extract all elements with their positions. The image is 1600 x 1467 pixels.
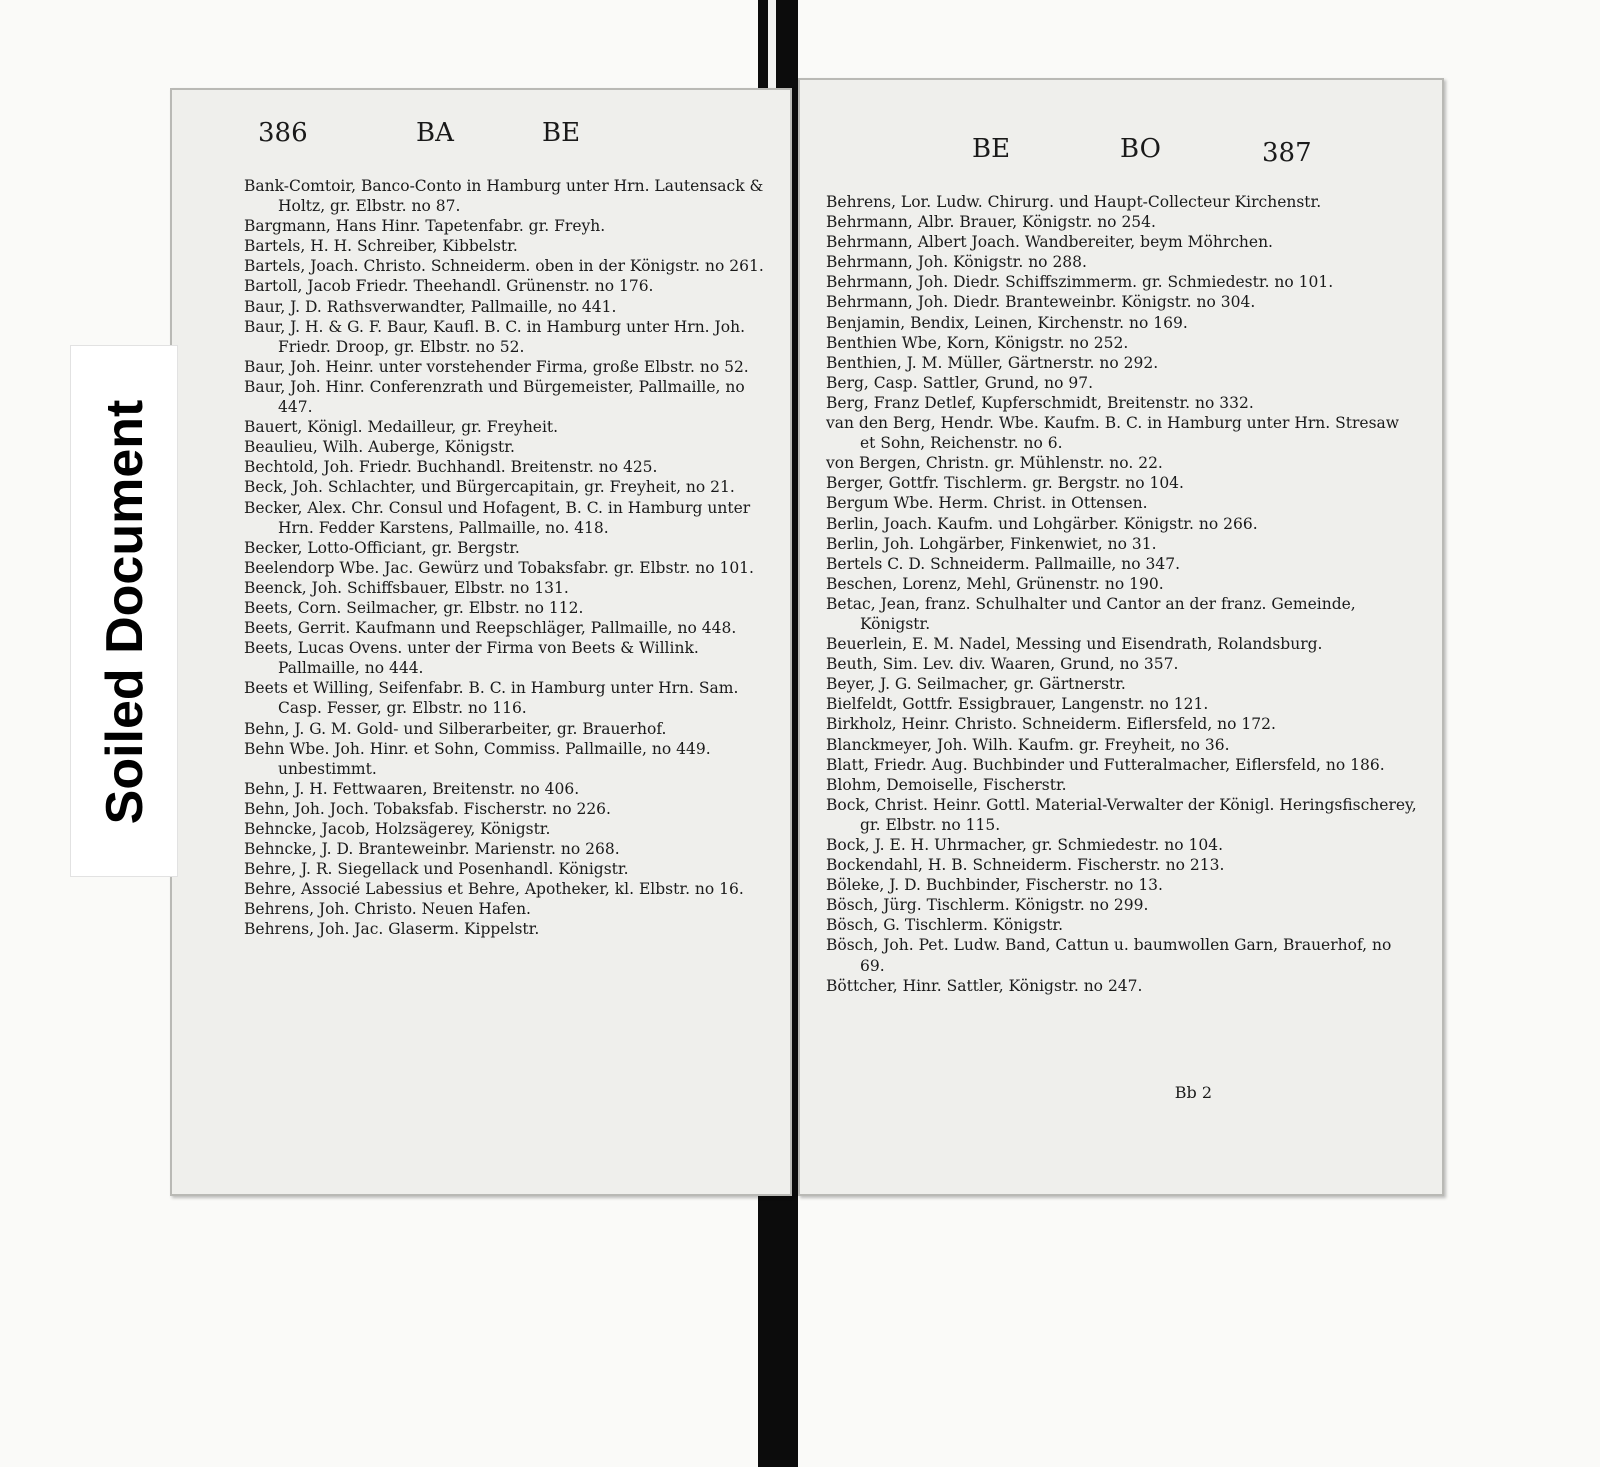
directory-entry: Behre, Associé Labessius et Behre, Apotheker, kl. Elbstr. no 16. (244, 880, 744, 899)
directory-entry: Baur, J. D. Rathsverwandter, Pallmaille, no 441. (244, 297, 617, 316)
directory-entry: Behrmann, Joh. Königstr. no 288. (826, 253, 1087, 272)
right-page-header (800, 108, 1442, 168)
directory-entry: Bank-Comtoir, Banco-Conto in Hamburg unter Hrn. Lautensack & Holtz, gr. Elbstr. no 87. (244, 177, 764, 216)
directory-entry: Bösch, G. Tischlerm. Königstr. (826, 916, 1064, 935)
directory-entry: Behrmann, Albert Joach. Wandbereiter, beym Möhrchen. (826, 233, 1273, 252)
directory-entry: Behrens, Joh. Jac. Glaserm. Kippelstr. (244, 920, 540, 939)
directory-entry: Behrens, Joh. Christo. Neuen Hafen. (244, 900, 531, 919)
left-entry-list (244, 176, 764, 940)
header-left: BA (416, 118, 454, 148)
directory-entry: Becker, Lotto-Officiant, gr. Bergstr. (244, 538, 520, 557)
page-number: 386 (258, 118, 308, 148)
directory-entry: Berger, Gottfr. Tischlerm. gr. Bergstr. no 104. (826, 474, 1184, 493)
directory-entry: Behrens, Lor. Ludw. Chirurg. und Haupt-Collecteur Kirchenstr. (826, 193, 1322, 211)
directory-entry: Beets, Lucas Ovens. unter der Firma von Beets & Willink. Pallmaille, no 444. (244, 639, 699, 678)
left-page (170, 88, 792, 1196)
directory-entry: Benjamin, Bendix, Leinen, Kirchenstr. no 169. (826, 313, 1188, 332)
directory-entry: Beets, Gerrit. Kaufmann und Reepschläger, Pallmaille, no 448. (244, 619, 737, 638)
soiled-document-stamp (70, 345, 178, 877)
directory-entry: Bock, Christ. Heinr. Gottl. Material-Verwalter der Königl. Heringsfischerey, gr. Elbstr. no 115. (826, 795, 1417, 834)
directory-entry: Bergum Wbe. Herm. Christ. in Ottensen. (826, 494, 1148, 513)
right-entry-list (826, 192, 1418, 996)
directory-entry: Beschen, Lorenz, Mehl, Grünenstr. no 190. (826, 574, 1164, 593)
directory-entry: Baur, Joh. Heinr. unter vorstehender Firma, große Elbstr. no 52. (244, 357, 749, 376)
directory-entry: Behre, J. R. Siegellack und Posenhandl. Königstr. (244, 860, 629, 879)
directory-entry: Böleke, J. D. Buchbinder, Fischerstr. no 13. (826, 876, 1163, 895)
signature-mark: Bb 2 (1174, 1083, 1212, 1102)
directory-entry: Bielfeldt, Gottfr. Essigbrauer, Langenstr. no 121. (826, 695, 1209, 714)
directory-entry: Bartoll, Jacob Friedr. Theehandl. Grünenstr. no 176. (244, 277, 654, 296)
directory-entry: Berlin, Joach. Kaufm. und Lohgärber. Königstr. no 266. (826, 514, 1258, 533)
directory-entry: Behn, J. H. Fettwaaren, Breitenstr. no 406. (244, 779, 580, 798)
directory-entry: Bösch, Joh. Pet. Ludw. Band, Cattun u. baumwollen Garn, Brauerhof, no 69. (826, 936, 1392, 975)
directory-entry: Böttcher, Hinr. Sattler, Königstr. no 247. (826, 976, 1143, 995)
directory-entry: Blanckmeyer, Joh. Wilh. Kaufm. gr. Freyheit, no 36. (826, 735, 1230, 754)
directory-entry: Behn, Joh. Joch. Tobaksfab. Fischerstr. no 226. (244, 799, 611, 818)
directory-entry: Becker, Alex. Chr. Consul und Hofagent, B. C. in Hamburg unter Hrn. Fedder Karstens, Pallmaille, no. 418. (244, 498, 751, 537)
header-right: BO (1120, 134, 1161, 164)
directory-entry: Baur, J. H. & G. F. Baur, Kaufl. B. C. in Hamburg unter Hrn. Joh. Friedr. Droop, gr. Elbstr. no 52. (244, 317, 745, 356)
directory-entry: Beaulieu, Wilh. Auberge, Königstr. (244, 438, 515, 457)
directory-entry: Bockendahl, H. B. Schneiderm. Fischerstr. no 213. (826, 856, 1225, 875)
directory-entry: Beuth, Sim. Lev. div. Waaren, Grund, no 357. (826, 655, 1179, 674)
directory-entry: Baur, Joh. Hinr. Conferenzrath und Bürgemeister, Pallmaille, no 447. (244, 377, 745, 417)
directory-entry: Bösch, Jürg. Tischlerm. Königstr. no 299. (826, 896, 1149, 915)
directory-entry: Bargmann, Hans Hinr. Tapetenfabr. gr. Freyh. (244, 217, 606, 236)
directory-entry: van den Berg, Hendr. Wbe. Kaufm. B. C. in Hamburg unter Hrn. Stresaw et Sohn, Reichenstr. no 6. (826, 414, 1400, 453)
directory-entry: Behrmann, Joh. Diedr. Schiffszimmerm. gr. Schmiedestr. no 101. (826, 273, 1334, 292)
directory-entry: Beyer, J. G. Seilmacher, gr. Gärtnerstr. (826, 675, 1126, 694)
directory-entry: Bauert, Königl. Medailleur, gr. Freyheit. (244, 418, 559, 437)
left-page-header (172, 118, 790, 158)
directory-entry: Berlin, Joh. Lohgärber, Finkenwiet, no 31. (826, 534, 1157, 553)
directory-entry: Bartels, Joach. Christo. Schneiderm. oben in der Königstr. no 261. (244, 257, 764, 276)
directory-entry: Behn Wbe. Joh. Hinr. et Sohn, Commiss. Pallmaille, no 449. unbestimmt. (244, 739, 711, 778)
directory-entry: Beck, Joh. Schlachter, und Bürgercapitain, gr. Freyheit, no 21. (244, 478, 735, 497)
directory-entry: Behncke, Jacob, Holzsägerey, Königstr. (244, 820, 551, 838)
directory-entry: Bechtold, Joh. Friedr. Buchhandl. Breitenstr. no 425. (244, 458, 658, 477)
directory-entry: Beelendorp Wbe. Jac. Gewürz und Tobaksfabr. gr. Elbstr. no 101. (244, 558, 754, 577)
directory-entry: Beets et Willing, Seifenfabr. B. C. in Hamburg unter Hrn. Sam. Casp. Fesser, gr. Elbstr. no 116. (244, 679, 739, 718)
stamp-text: Soiled Document (96, 399, 154, 825)
directory-entry: Benthien Wbe, Korn, Königstr. no 252. (826, 333, 1129, 352)
header-left: BE (972, 134, 1011, 164)
right-page (798, 78, 1444, 1196)
directory-entry: Beuerlein, E. M. Nadel, Messing und Eisendrath, Rolandsburg. (826, 635, 1323, 654)
directory-entry: Behncke, J. D. Branteweinbr. Marienstr. no 268. (244, 840, 620, 859)
directory-entry: von Bergen, Christn. gr. Mühlenstr. no. 22. (826, 454, 1163, 473)
directory-entry: Bartels, H. H. Schreiber, Kibbelstr. (244, 237, 518, 256)
directory-entry: Benthien, J. M. Müller, Gärtnerstr. no 292. (826, 353, 1159, 372)
directory-entry: Beets, Corn. Seilmacher, gr. Elbstr. no 112. (244, 598, 584, 617)
directory-entry: Betac, Jean, franz. Schulhalter und Cantor an der franz. Gemeinde, Königstr. (826, 594, 1356, 633)
directory-entry: Bertels C. D. Schneiderm. Pallmaille, no 347. (826, 554, 1181, 573)
directory-entry: Birkholz, Heinr. Christo. Schneiderm. Eiflersfeld, no 172. (826, 715, 1276, 734)
directory-entry: Behrmann, Albr. Brauer, Königstr. no 254. (826, 213, 1156, 232)
directory-entry: Behrmann, Joh. Diedr. Branteweinbr. Königstr. no 304. (826, 293, 1256, 312)
header-right: BE (542, 118, 581, 148)
directory-entry: Blohm, Demoiselle, Fischerstr. (826, 775, 1067, 794)
directory-entry: Berg, Casp. Sattler, Grund, no 97. (826, 373, 1094, 392)
directory-entry: Beenck, Joh. Schiffsbauer, Elbstr. no 131. (244, 578, 569, 597)
directory-entry: Behn, J. G. M. Gold- und Silberarbeiter, gr. Brauerhof. (244, 719, 667, 738)
binding-gap (768, 0, 776, 95)
directory-entry: Bock, J. E. H. Uhrmacher, gr. Schmiedestr. no 104. (826, 836, 1224, 854)
directory-entry: Berg, Franz Detlef, Kupferschmidt, Breitenstr. no 332. (826, 393, 1254, 412)
directory-entry: Blatt, Friedr. Aug. Buchbinder und Futteralmacher, Eiflersfeld, no 186. (826, 755, 1385, 774)
page-number: 387 (1262, 138, 1312, 168)
